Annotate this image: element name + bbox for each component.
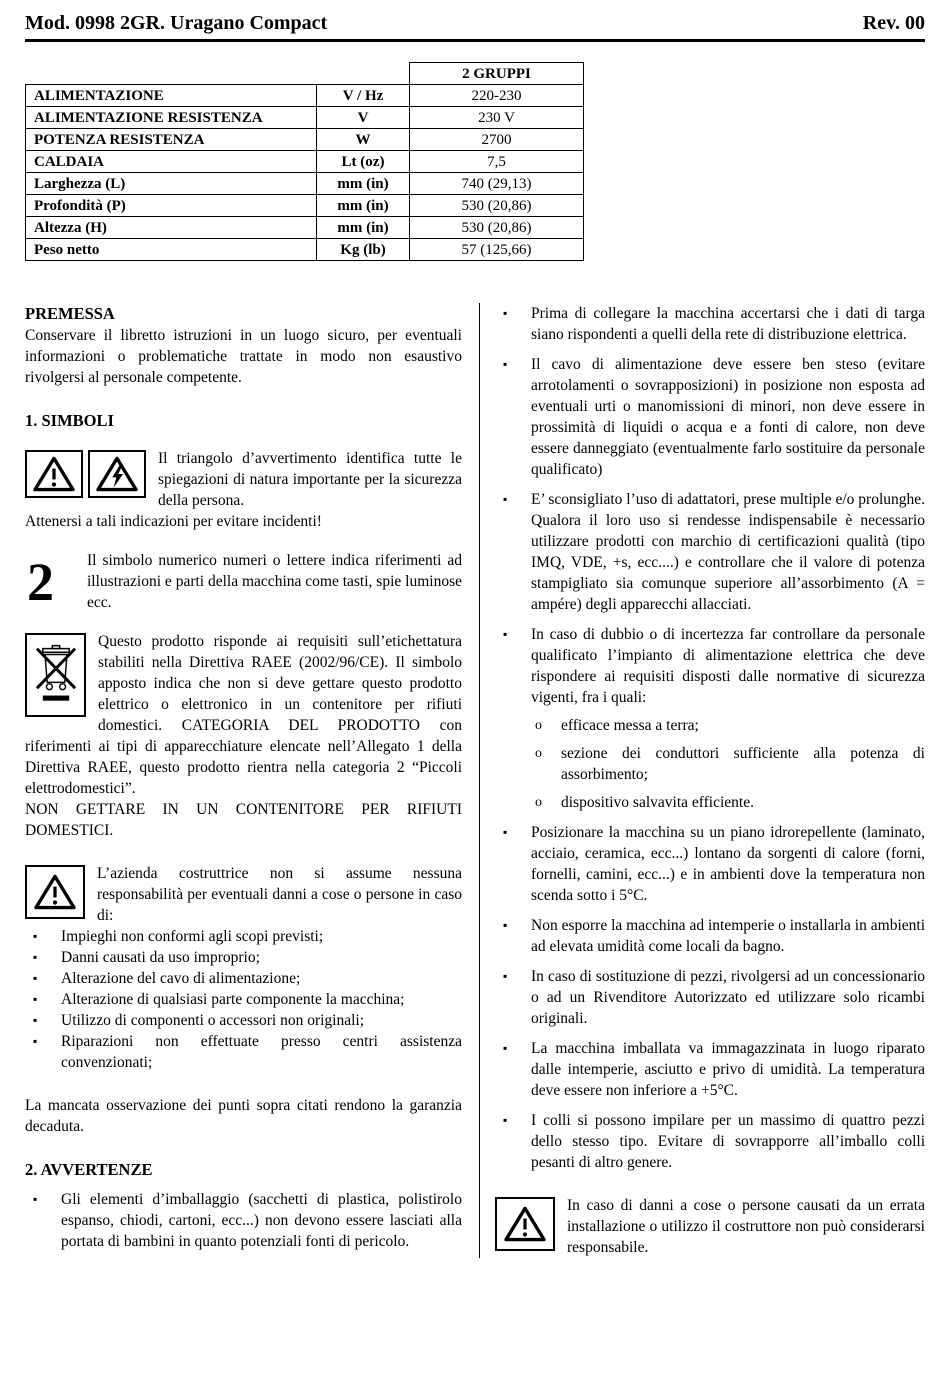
bullet-text: Alterazione del cavo di alimentazione; xyxy=(61,970,301,987)
column-divider xyxy=(479,303,480,1258)
bullet-text: Posizionare la macchina su un piano idrorepellente (laminato, acciaio, ceramica, ecc...) lontano da sorgenti di calore (forni, fornelli, camini, ecc...) e in ambienti dove la temperatura non scenda sotto i 5°C. xyxy=(531,824,925,904)
spec-label: Peso netto xyxy=(26,239,317,261)
document-header xyxy=(25,10,925,42)
spec-unit: mm (in) xyxy=(317,195,410,217)
list-item xyxy=(25,947,462,968)
spec-value: 740 (29,13) xyxy=(410,173,584,195)
bullet-text: Alterazione di qualsiasi parte componente la macchina; xyxy=(61,991,405,1008)
list-item xyxy=(495,354,925,480)
spec-row xyxy=(26,173,584,195)
exclamation-triangle-icon xyxy=(25,450,83,498)
bullet-text: La macchina imballata va immagazzinata in luogo riparato dalle intemperie, asciutto e privo di umidità. La temperatura deve essere non inferiore a +5°C. xyxy=(531,1040,925,1099)
spec-label: ALIMENTAZIONE xyxy=(26,85,317,107)
list-item xyxy=(25,968,462,989)
list-item xyxy=(495,489,925,615)
spec-label: Larghezza (L) xyxy=(26,173,317,195)
spec-row xyxy=(26,107,584,129)
spec-label: POTENZA RESISTENZA xyxy=(26,129,317,151)
spec-value: 230 V xyxy=(410,107,584,129)
final-warning-block xyxy=(495,1195,925,1258)
bullet-text: E’ sconsigliato l’uso di adattatori, prese multiple e/o prolunghe. Qualora il loro uso si rendesse indispensabile è necessario utilizzare prodotti con marchio di certificazioni qualità (tipo IMQ, VDE, +s, ecc....) e controllare che il valore di potenza stampigliato sia comunque superiore all’assorbimento (A = ampére) degli apparecchi allacciati. xyxy=(531,491,926,613)
triangle-symbol-note: Attenersi a tali indicazioni per evitare incidenti! xyxy=(25,513,322,530)
bullet-text: Gli elementi d’imballaggio (sacchetti di plastica, polistirolo espanso, chiodi, cartoni, ecc...) non devono essere lasciati alla portata di bambini in quanto potenziali fonti di pericolo. xyxy=(61,1191,462,1250)
square-bullet-icon: ▪ xyxy=(503,492,508,506)
exclamation-triangle-icon xyxy=(25,865,85,919)
square-bullet-icon: ▪ xyxy=(503,357,508,371)
liability-text: L’azienda costruttrice non si assume nessuna responsabilità per eventuali danni a cose o persone in caso di: xyxy=(97,865,462,924)
square-bullet-icon: ▪ xyxy=(33,1192,38,1206)
bullet-text: I colli si possono impilare per un massimo di quattro pezzi dello stesso tipo. Evitare di sovrapporre all’imballo colli pesanti di altro genere. xyxy=(531,1112,925,1171)
spec-table-header-row xyxy=(26,63,584,85)
spec-unit: V / Hz xyxy=(317,85,410,107)
spec-unit: mm (in) xyxy=(317,173,410,195)
sub-bullet-text: sezione dei conduttori sufficiente alla potenza di assorbimento; xyxy=(561,745,925,783)
spec-row xyxy=(26,129,584,151)
circle-bullet-icon: o xyxy=(535,795,542,810)
list-item xyxy=(495,822,925,906)
exclamation-triangle-icon xyxy=(495,1197,555,1251)
spec-unit: Kg (lb) xyxy=(317,239,410,261)
spec-unit: V xyxy=(317,107,410,129)
left-column xyxy=(25,303,462,1258)
list-item xyxy=(25,1010,462,1031)
bullet-text: Danni causati da uso improprio; xyxy=(61,949,260,966)
list-item xyxy=(495,303,925,345)
spec-unit: W xyxy=(317,129,410,151)
square-bullet-icon: ▪ xyxy=(503,627,508,641)
spec-value: 530 (20,86) xyxy=(410,217,584,239)
simboli-heading: 1. SIMBOLI xyxy=(25,411,114,430)
bullet-text: Utilizzo di componenti o accessori non originali; xyxy=(61,1012,365,1029)
list-item xyxy=(495,624,925,708)
list-item xyxy=(25,1031,462,1073)
sub-list-item xyxy=(535,792,925,813)
list-item xyxy=(25,989,462,1010)
triangle-symbol-text: Il triangolo d’avvertimento identifica tutte le spiegazioni di natura importante per la sicurezza della persona. xyxy=(158,450,462,509)
spec-header-spacer xyxy=(317,63,410,85)
spec-label: Altezza (H) xyxy=(26,217,317,239)
doc-revision: Rev. 00 xyxy=(862,12,925,34)
bullet-text: Prima di collegare la macchina accertarsi che i dati di targa siano rispondenti a quelli della rete di distribuzione elettrica. xyxy=(531,305,925,343)
spec-group-header: 2 GRUPPI xyxy=(410,63,584,85)
list-item xyxy=(495,966,925,1029)
sub-bullet-text: dispositivo salvavita efficiente. xyxy=(561,794,754,811)
premessa-heading: PREMESSA xyxy=(25,304,115,323)
square-bullet-icon: ▪ xyxy=(33,929,38,943)
spec-header-spacer xyxy=(26,63,317,85)
number-2-symbol: 2 xyxy=(27,552,54,612)
liability-block xyxy=(25,863,462,926)
square-bullet-icon: ▪ xyxy=(33,971,38,985)
list-item xyxy=(495,915,925,957)
spec-label: Profondità (P) xyxy=(26,195,317,217)
sub-bullet-text: efficace messa a terra; xyxy=(561,717,699,734)
sub-list-item xyxy=(535,743,925,785)
spec-label: CALDAIA xyxy=(26,151,317,173)
square-bullet-icon: ▪ xyxy=(503,969,508,983)
premessa-text: Conservare il libretto istruzioni in un luogo sicuro, per eventuali informazioni o problematiche trattate in modo non esaustivo rivolgersi al personale competente. xyxy=(25,327,462,386)
spec-row xyxy=(26,239,584,261)
raee-text: Questo prodotto risponde ai requisiti sull’etichettatura stabiliti nella Direttiva RAEE (2002/96/CE). Il simbolo apposto indica che non si deve gettare questo prodotto elettrico o elettronico in un contenitore per rifiuti domestici. CATEGORIA DEL PRODOTTO con riferimenti ai tipi di apparecchiature elencate nell’Allegato 1 della Direttiva RAEE, questo prodotto rientra nella categoria 2 “Piccoli elettrodomestici”. xyxy=(25,633,462,797)
square-bullet-icon: ▪ xyxy=(503,918,508,932)
circle-bullet-icon: o xyxy=(535,746,542,761)
bullet-text: Il cavo di alimentazione deve essere ben steso (evitare arrotolamenti o sovrapposizioni) in posizione non esposta ad eventuali urti o manomissioni di minori, non deve essere in prossimità di liquidi o acqua e a fonti di calore, non deve essere danneggiato (eventualmente farlo sostituire da personale qualificato) xyxy=(531,356,925,478)
spec-unit: Lt (oz) xyxy=(317,151,410,173)
square-bullet-icon: ▪ xyxy=(33,1034,38,1048)
list-item xyxy=(25,926,462,947)
square-bullet-icon: ▪ xyxy=(503,306,508,320)
avvertenze-heading: 2. AVVERTENZE xyxy=(25,1160,153,1179)
number-symbol-text: Il simbolo numerico numeri o lettere indica riferimenti ad illustrazioni e parti della macchina come tasti, spie luminose ecc. xyxy=(87,552,462,611)
spec-row xyxy=(26,85,584,107)
spec-value: 57 (125,66) xyxy=(410,239,584,261)
number-symbol-block xyxy=(25,550,462,613)
garanzia-text: La mancata osservazione dei punti sopra citati rendono la garanzia decaduta. xyxy=(25,1097,462,1135)
list-item xyxy=(25,1189,462,1252)
final-warning-text: In caso di danni a cose o persone causati da un errata installazione o utilizzo il costruttore non può considerarsi responsabile. xyxy=(567,1197,925,1256)
weee-crossed-bin-icon xyxy=(25,633,86,717)
list-item xyxy=(495,1110,925,1173)
sub-list-item xyxy=(535,715,925,736)
bullet-text: Non esporre la macchina ad intemperie o installarla in ambienti ad elevata umidità come locali da bagno. xyxy=(531,917,925,955)
warning-icons-group xyxy=(25,450,146,498)
square-bullet-icon: ▪ xyxy=(503,825,508,839)
spec-row xyxy=(26,151,584,173)
bullet-text: Riparazioni non effettuate presso centri assistenza convenzionati; xyxy=(61,1033,462,1071)
spec-label: ALIMENTAZIONE RESISTENZA xyxy=(26,107,317,129)
square-bullet-icon: ▪ xyxy=(503,1041,508,1055)
square-bullet-icon: ▪ xyxy=(33,1013,38,1027)
square-bullet-icon: ▪ xyxy=(33,950,38,964)
doc-title: Mod. 0998 2GR. Uragano Compact xyxy=(25,12,328,34)
body-columns xyxy=(25,303,925,1258)
spec-value: 2700 xyxy=(410,129,584,151)
lightning-triangle-icon xyxy=(88,450,146,498)
spec-value: 220-230 xyxy=(410,85,584,107)
spec-value: 530 (20,86) xyxy=(410,195,584,217)
liability-list xyxy=(25,926,462,1073)
square-bullet-icon: ▪ xyxy=(503,1113,508,1127)
list-item xyxy=(495,1038,925,1101)
raee-note: NON GETTARE IN UN CONTENITORE PER RIFIUTI DOMESTICI. xyxy=(25,801,462,839)
square-bullet-icon: ▪ xyxy=(33,992,38,1006)
raee-block xyxy=(25,631,462,841)
spec-row xyxy=(26,195,584,217)
spec-row xyxy=(26,217,584,239)
right-column xyxy=(495,303,925,1258)
spec-value: 7,5 xyxy=(410,151,584,173)
circle-bullet-icon: o xyxy=(535,718,542,733)
bullet-text: In caso di sostituzione di pezzi, rivolgersi ad un concessionario o ad un Rivenditore Autorizzato ed utilizzare solo ricambi originali. xyxy=(531,968,925,1027)
bullet-text: Impieghi non conformi agli scopi previsti; xyxy=(61,928,324,945)
spec-unit: mm (in) xyxy=(317,217,410,239)
bullet-text: In caso di dubbio o di incertezza far controllare da personale qualificato l’impianto di alimentazione elettrica che deve rispondere ai requisiti disposti dalle normative di sicurezza vigenti, fra i quali: xyxy=(531,626,925,706)
spec-table xyxy=(25,62,584,261)
triangle-symbol-block xyxy=(25,448,462,532)
